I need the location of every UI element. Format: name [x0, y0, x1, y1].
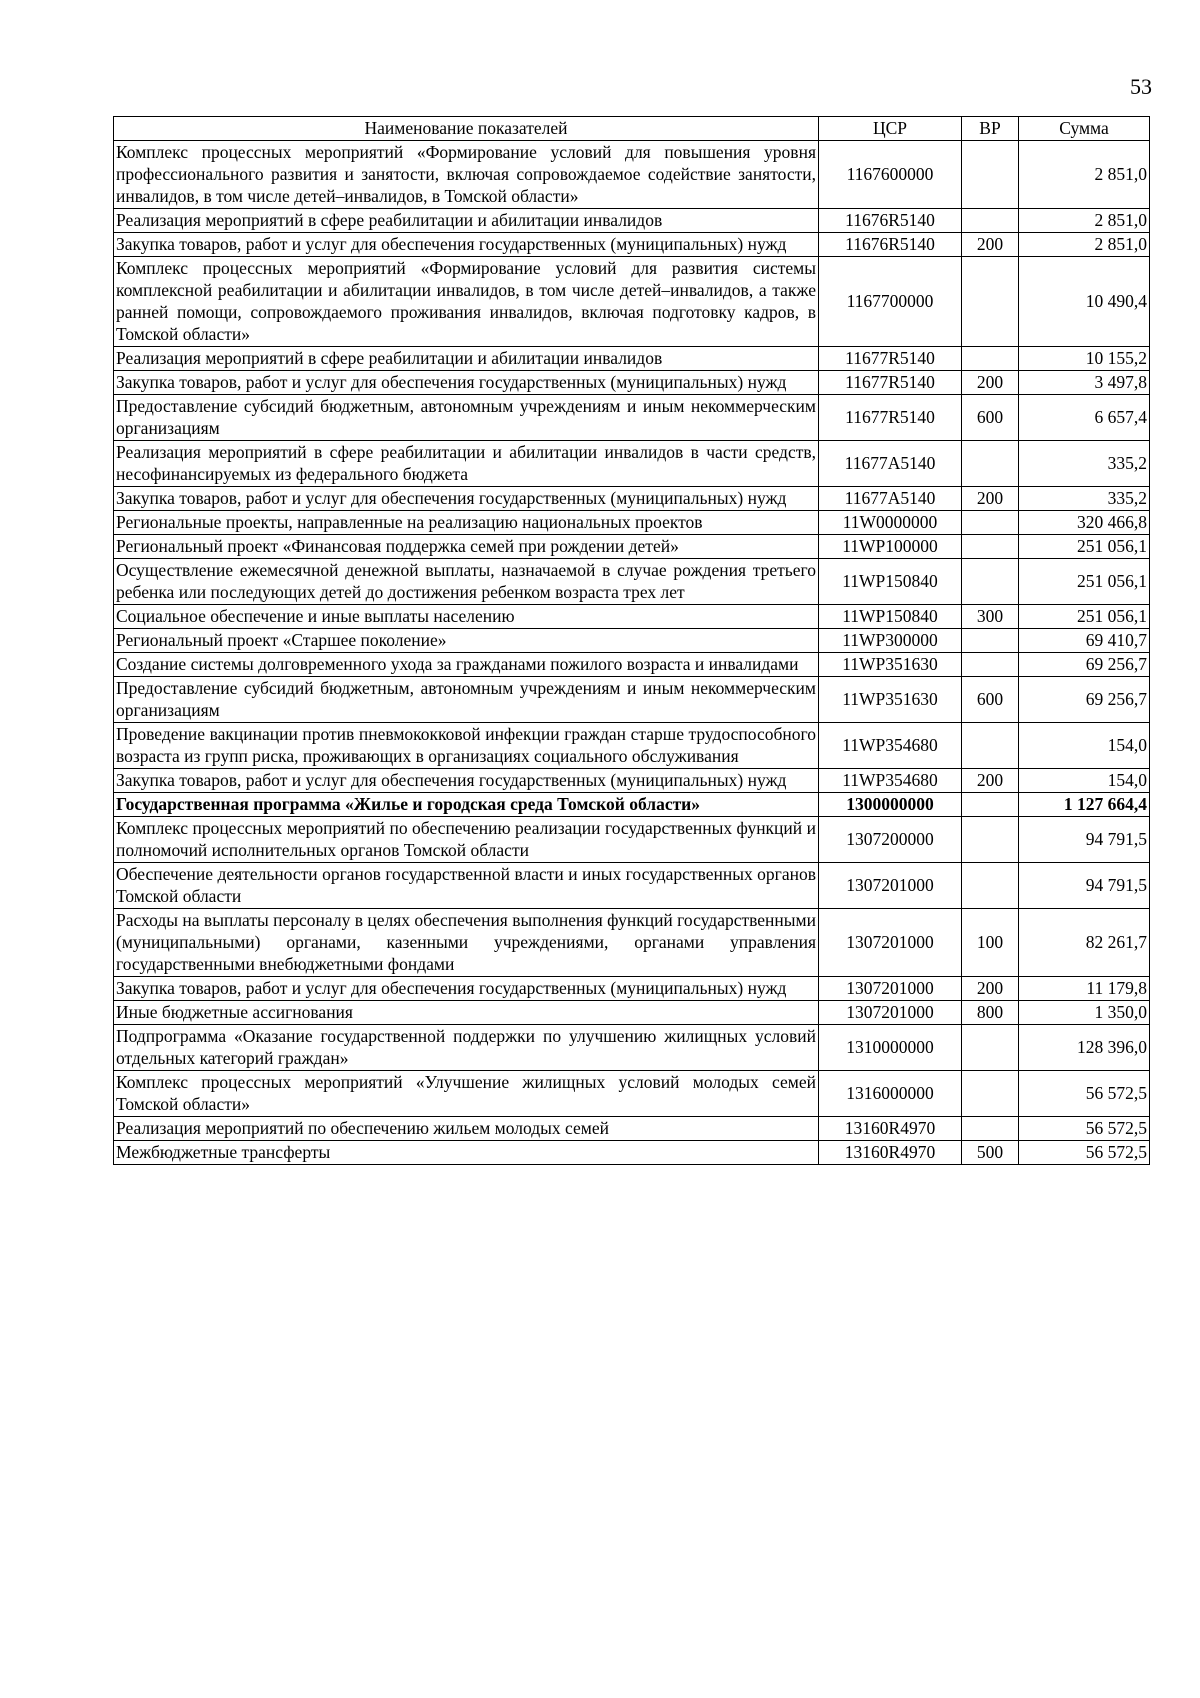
- row-vr-cell: 600: [962, 677, 1019, 723]
- row-csr-cell: 1167600000: [819, 141, 962, 209]
- row-name-cell: Создание системы долговременного ухода за гражданами пожилого возраста и инвалидами: [114, 653, 819, 677]
- row-sum-cell: 154,0: [1019, 723, 1150, 769]
- row-name-cell: Иные бюджетные ассигнования: [114, 1001, 819, 1025]
- row-vr-cell: [962, 347, 1019, 371]
- row-name-cell: Социальное обеспечение и иные выплаты населению: [114, 605, 819, 629]
- row-sum-cell: 82 261,7: [1019, 909, 1150, 977]
- table-row: [114, 605, 1150, 629]
- row-name-cell: Региональный проект «Финансовая поддержка семей при рождении детей»: [114, 535, 819, 559]
- row-name-cell: Государственная программа «Жилье и городская среда Томской области»: [114, 793, 819, 817]
- row-csr-cell: 11WP150840: [819, 559, 962, 605]
- table-row: [114, 1025, 1150, 1071]
- row-csr-cell: 11677R5140: [819, 347, 962, 371]
- row-vr-cell: 200: [962, 487, 1019, 511]
- page-number: 53: [1130, 74, 1152, 99]
- row-csr-cell: 1310000000: [819, 1025, 962, 1071]
- table-row: [114, 817, 1150, 863]
- row-sum-cell: 251 056,1: [1019, 535, 1150, 559]
- row-csr-cell: 1307201000: [819, 863, 962, 909]
- row-sum-cell: 10 155,2: [1019, 347, 1150, 371]
- row-name-cell: Предоставление субсидий бюджетным, автономным учреждениям и иным некоммерческим организациям: [114, 395, 819, 441]
- row-vr-cell: [962, 535, 1019, 559]
- row-name-cell: Предоставление субсидий бюджетным, автономным учреждениям и иным некоммерческим организациям: [114, 677, 819, 723]
- row-vr-cell: 600: [962, 395, 1019, 441]
- table-body: [114, 141, 1150, 1165]
- row-name-cell: Закупка товаров, работ и услуг для обеспечения государственных (муниципальных) нужд: [114, 487, 819, 511]
- row-sum-cell: 69 410,7: [1019, 629, 1150, 653]
- row-sum-cell: 128 396,0: [1019, 1025, 1150, 1071]
- table-row: [114, 1001, 1150, 1025]
- row-sum-cell: 251 056,1: [1019, 559, 1150, 605]
- header-row: [114, 117, 1150, 141]
- row-sum-cell: 1 127 664,4: [1019, 793, 1150, 817]
- row-sum-cell: 2 851,0: [1019, 141, 1150, 209]
- table-row: [114, 559, 1150, 605]
- row-csr-cell: 11WP100000: [819, 535, 962, 559]
- row-sum-cell: 154,0: [1019, 769, 1150, 793]
- row-name-cell: Закупка товаров, работ и услуг для обеспечения государственных (муниципальных) нужд: [114, 769, 819, 793]
- row-csr-cell: 11677R5140: [819, 371, 962, 395]
- row-csr-cell: 1167700000: [819, 257, 962, 347]
- row-name-cell: Подпрограмма «Оказание государственной поддержки по улучшению жилищных условий отдельных категорий граждан»: [114, 1025, 819, 1071]
- row-vr-cell: [962, 793, 1019, 817]
- row-sum-cell: 11 179,8: [1019, 977, 1150, 1001]
- table-row: [114, 511, 1150, 535]
- row-csr-cell: 11677A5140: [819, 487, 962, 511]
- table-header: [114, 117, 1150, 141]
- row-csr-cell: 11WP351630: [819, 653, 962, 677]
- row-vr-cell: 300: [962, 605, 1019, 629]
- row-sum-cell: 56 572,5: [1019, 1141, 1150, 1165]
- row-csr-cell: 1307201000: [819, 977, 962, 1001]
- table-row: [114, 257, 1150, 347]
- row-csr-cell: 1300000000: [819, 793, 962, 817]
- row-csr-cell: 11677R5140: [819, 395, 962, 441]
- row-csr-cell: 11WP354680: [819, 723, 962, 769]
- row-name-cell: Реализация мероприятий по обеспечению жильем молодых семей: [114, 1117, 819, 1141]
- row-vr-cell: [962, 817, 1019, 863]
- header-csr: ЦСР: [819, 117, 962, 141]
- row-sum-cell: 69 256,7: [1019, 677, 1150, 723]
- row-vr-cell: [962, 1071, 1019, 1117]
- row-name-cell: Закупка товаров, работ и услуг для обеспечения государственных (муниципальных) нужд: [114, 233, 819, 257]
- row-csr-cell: 1307201000: [819, 909, 962, 977]
- row-name-cell: Региональный проект «Старшее поколение»: [114, 629, 819, 653]
- row-sum-cell: 56 572,5: [1019, 1117, 1150, 1141]
- row-sum-cell: 335,2: [1019, 441, 1150, 487]
- row-vr-cell: 200: [962, 977, 1019, 1001]
- header-vr: ВР: [962, 117, 1019, 141]
- table-row: [114, 863, 1150, 909]
- table-row: [114, 793, 1150, 817]
- row-vr-cell: [962, 723, 1019, 769]
- row-name-cell: Осуществление ежемесячной денежной выплаты, назначаемой в случае рождения третьего ребенка или последующих детей до достижения ребенком возраста трех лет: [114, 559, 819, 605]
- row-csr-cell: 11W0000000: [819, 511, 962, 535]
- row-csr-cell: 11WP300000: [819, 629, 962, 653]
- table-row: [114, 1141, 1150, 1165]
- row-sum-cell: 6 657,4: [1019, 395, 1150, 441]
- row-sum-cell: 2 851,0: [1019, 233, 1150, 257]
- table-row: [114, 1071, 1150, 1117]
- table-row: [114, 441, 1150, 487]
- row-sum-cell: 320 466,8: [1019, 511, 1150, 535]
- row-csr-cell: 11676R5140: [819, 209, 962, 233]
- row-name-cell: Комплекс процессных мероприятий «Улучшение жилищных условий молодых семей Томской области»: [114, 1071, 819, 1117]
- table-row: [114, 653, 1150, 677]
- row-vr-cell: [962, 511, 1019, 535]
- row-vr-cell: [962, 863, 1019, 909]
- row-sum-cell: 335,2: [1019, 487, 1150, 511]
- row-vr-cell: 200: [962, 769, 1019, 793]
- table-row: [114, 141, 1150, 209]
- row-vr-cell: [962, 629, 1019, 653]
- row-csr-cell: 13160R4970: [819, 1141, 962, 1165]
- header-name: Наименование показателей: [114, 117, 819, 141]
- row-name-cell: Комплекс процессных мероприятий «Формирование условий для повышения уровня профессионального развития и занятости, включая сопровождаемое содействие занятости, инвалидов, в том числе детей–инвалидов, в Томской области»: [114, 141, 819, 209]
- row-sum-cell: 56 572,5: [1019, 1071, 1150, 1117]
- table-row: [114, 977, 1150, 1001]
- table-row: [114, 209, 1150, 233]
- table-row: [114, 371, 1150, 395]
- table-row: [114, 233, 1150, 257]
- row-sum-cell: 251 056,1: [1019, 605, 1150, 629]
- row-vr-cell: 200: [962, 371, 1019, 395]
- row-name-cell: Межбюджетные трансферты: [114, 1141, 819, 1165]
- table-row: [114, 535, 1150, 559]
- row-name-cell: Расходы на выплаты персоналу в целях обеспечения выполнения функций государственными (муниципальными) органами, казенными учреждениями, органами управления государственными внебюджетными фондами: [114, 909, 819, 977]
- row-name-cell: Проведение вакцинации против пневмококковой инфекции граждан старше трудоспособного возраста из групп риска, проживающих в организациях социального обслуживания: [114, 723, 819, 769]
- row-csr-cell: 13160R4970: [819, 1117, 962, 1141]
- table-row: [114, 487, 1150, 511]
- row-csr-cell: 11676R5140: [819, 233, 962, 257]
- table-row: [114, 395, 1150, 441]
- row-csr-cell: 1307200000: [819, 817, 962, 863]
- table-row: [114, 677, 1150, 723]
- table-row: [114, 909, 1150, 977]
- row-csr-cell: 11WP354680: [819, 769, 962, 793]
- row-vr-cell: 800: [962, 1001, 1019, 1025]
- table-row: [114, 723, 1150, 769]
- row-vr-cell: [962, 1025, 1019, 1071]
- row-name-cell: Комплекс процессных мероприятий «Формирование условий для развития системы комплексной реабилитации и абилитации инвалидов, в том числе детей–инвалидов, а также ранней помощи, сопровождаемого проживания инвалидов, включая подготовку кадров, в Томской области»: [114, 257, 819, 347]
- row-name-cell: Закупка товаров, работ и услуг для обеспечения государственных (муниципальных) нужд: [114, 977, 819, 1001]
- row-vr-cell: [962, 1117, 1019, 1141]
- row-sum-cell: 2 851,0: [1019, 209, 1150, 233]
- table-row: [114, 1117, 1150, 1141]
- row-vr-cell: [962, 653, 1019, 677]
- row-sum-cell: 3 497,8: [1019, 371, 1150, 395]
- row-csr-cell: 11677A5140: [819, 441, 962, 487]
- row-csr-cell: 1307201000: [819, 1001, 962, 1025]
- row-csr-cell: 1316000000: [819, 1071, 962, 1117]
- table-row: [114, 769, 1150, 793]
- row-vr-cell: 200: [962, 233, 1019, 257]
- row-sum-cell: 10 490,4: [1019, 257, 1150, 347]
- row-name-cell: Реализация мероприятий в сфере реабилитации и абилитации инвалидов в части средств, несофинансируемых из федерального бюджета: [114, 441, 819, 487]
- header-sum: Сумма: [1019, 117, 1150, 141]
- row-vr-cell: [962, 441, 1019, 487]
- row-name-cell: Региональные проекты, направленные на реализацию национальных проектов: [114, 511, 819, 535]
- row-name-cell: Реализация мероприятий в сфере реабилитации и абилитации инвалидов: [114, 347, 819, 371]
- row-sum-cell: 94 791,5: [1019, 817, 1150, 863]
- row-csr-cell: 11WP351630: [819, 677, 962, 723]
- row-vr-cell: [962, 209, 1019, 233]
- row-sum-cell: 1 350,0: [1019, 1001, 1150, 1025]
- row-vr-cell: 100: [962, 909, 1019, 977]
- row-vr-cell: [962, 141, 1019, 209]
- row-sum-cell: 94 791,5: [1019, 863, 1150, 909]
- row-name-cell: Комплекс процессных мероприятий по обеспечению реализации государственных функций и полномочий исполнительных органов Томской области: [114, 817, 819, 863]
- row-csr-cell: 11WP150840: [819, 605, 962, 629]
- budget-table: [113, 116, 1150, 1165]
- table-row: [114, 629, 1150, 653]
- row-vr-cell: 500: [962, 1141, 1019, 1165]
- row-name-cell: Реализация мероприятий в сфере реабилитации и абилитации инвалидов: [114, 209, 819, 233]
- row-sum-cell: 69 256,7: [1019, 653, 1150, 677]
- row-vr-cell: [962, 257, 1019, 347]
- row-vr-cell: [962, 559, 1019, 605]
- row-name-cell: Закупка товаров, работ и услуг для обеспечения государственных (муниципальных) нужд: [114, 371, 819, 395]
- row-name-cell: Обеспечение деятельности органов государственной власти и иных государственных органов Томской области: [114, 863, 819, 909]
- table-row: [114, 347, 1150, 371]
